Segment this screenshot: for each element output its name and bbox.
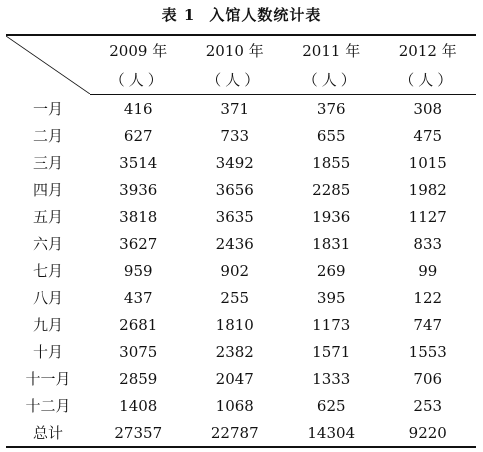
visitor-count-cell: 1173 <box>312 315 351 334</box>
table-title: 入馆人数统计表 <box>209 6 322 24</box>
month-label: 八月 <box>32 289 63 307</box>
visitor-count-cell: 1982 <box>408 180 447 199</box>
visitor-count-cell: 475 <box>413 126 443 145</box>
visitor-count-cell: 747 <box>413 315 443 334</box>
table-row <box>6 203 476 230</box>
visitor-count-cell: 2436 <box>215 234 254 253</box>
visitor-count-cell: 3492 <box>215 153 254 172</box>
visitor-count-cell: 376 <box>316 99 346 118</box>
month-label: 一月 <box>32 99 63 118</box>
visitor-count-cell: 3514 <box>119 153 158 172</box>
visitor-count-cell: 3656 <box>215 180 254 199</box>
visitor-count-cell: 3075 <box>119 342 158 361</box>
visitor-count-cell: 1068 <box>215 396 254 415</box>
table-row <box>6 149 476 176</box>
visitor-count-cell: 9220 <box>380 419 477 447</box>
visitor-count-cell: 1571 <box>312 342 351 361</box>
visitor-count-cell: 2285 <box>312 180 351 199</box>
month-label: 十二月 <box>25 397 71 415</box>
unit-label: （人） <box>187 65 284 95</box>
table-caption <box>0 4 483 25</box>
visitor-count-cell: 833 <box>413 234 443 253</box>
visitor-count-cell: 22787 <box>187 419 284 447</box>
table-row <box>6 176 476 203</box>
visitor-count-cell: 253 <box>413 396 443 415</box>
diagonal-corner-cell <box>6 35 90 95</box>
visitor-count-cell: 371 <box>220 99 250 118</box>
month-label: 总计 <box>6 419 90 447</box>
visitor-count-cell: 27357 <box>90 419 187 447</box>
month-label: 六月 <box>32 235 63 253</box>
visitor-count-cell: 1015 <box>408 153 447 172</box>
visitor-count-cell: 3635 <box>215 207 254 226</box>
month-label: 二月 <box>32 127 63 145</box>
table-row <box>6 365 476 392</box>
unit-label: （人） <box>380 65 477 95</box>
year-header: 2011 年 <box>283 35 380 65</box>
visitor-count-cell: 1553 <box>408 342 447 361</box>
header-row-years <box>6 35 476 65</box>
month-label: 十月 <box>32 343 63 361</box>
visitor-count-cell: 416 <box>123 99 153 118</box>
visitor-count-cell: 733 <box>220 126 250 145</box>
visitor-count-cell: 2382 <box>215 342 254 361</box>
visitor-count-table <box>6 34 476 448</box>
visitor-count-cell: 902 <box>220 261 250 280</box>
table-row <box>6 257 476 284</box>
table-row <box>6 311 476 338</box>
year-header: 2010 年 <box>187 35 284 65</box>
table-body <box>6 95 476 448</box>
visitor-count-cell: 1408 <box>119 396 158 415</box>
table-row <box>6 338 476 365</box>
table-row <box>6 392 476 419</box>
visitor-count-cell: 255 <box>220 288 250 307</box>
visitor-count-cell: 1333 <box>312 369 351 388</box>
table-row <box>6 284 476 311</box>
visitor-count-cell: 14304 <box>283 419 380 447</box>
visitor-count-cell: 1810 <box>215 315 254 334</box>
visitor-count-cell: 627 <box>123 126 153 145</box>
visitor-count-cell: 1855 <box>312 153 351 172</box>
visitor-count-cell: 625 <box>316 396 346 415</box>
month-label: 四月 <box>32 181 63 199</box>
visitor-count-cell: 122 <box>413 288 443 307</box>
month-label: 三月 <box>32 154 63 172</box>
visitor-count-cell: 99 <box>418 261 438 280</box>
visitor-count-cell: 3818 <box>119 207 158 226</box>
month-label: 五月 <box>32 208 63 226</box>
visitor-count-cell: 3627 <box>119 234 158 253</box>
visitor-count-cell: 706 <box>413 369 443 388</box>
month-label: 七月 <box>32 262 63 280</box>
visitor-count-cell: 395 <box>316 288 346 307</box>
table-number: 表 1 <box>161 6 196 24</box>
visitor-count-cell: 2047 <box>215 369 254 388</box>
visitor-count-cell: 655 <box>316 126 346 145</box>
visitor-count-cell: 1127 <box>408 207 447 226</box>
unit-label: （人） <box>90 65 187 95</box>
table-row <box>6 122 476 149</box>
month-label: 九月 <box>32 316 63 334</box>
visitor-count-cell: 1936 <box>312 207 351 226</box>
visitor-count-cell: 269 <box>316 261 346 280</box>
visitor-count-cell: 959 <box>123 261 153 280</box>
visitor-count-cell: 2859 <box>119 369 158 388</box>
visitor-count-cell: 3936 <box>119 180 158 199</box>
visitor-count-cell: 2681 <box>119 315 158 334</box>
visitor-count-cell: 1831 <box>312 234 351 253</box>
unit-label: （人） <box>283 65 380 95</box>
table-row <box>6 419 476 447</box>
table-row <box>6 230 476 257</box>
year-header: 2009 年 <box>90 35 187 65</box>
visitor-count-cell: 308 <box>413 99 443 118</box>
visitor-count-cell: 437 <box>123 288 153 307</box>
year-header: 2012 年 <box>380 35 477 65</box>
table-row <box>6 95 476 123</box>
diagonal-line-icon <box>6 36 90 94</box>
month-label: 十一月 <box>25 370 71 388</box>
